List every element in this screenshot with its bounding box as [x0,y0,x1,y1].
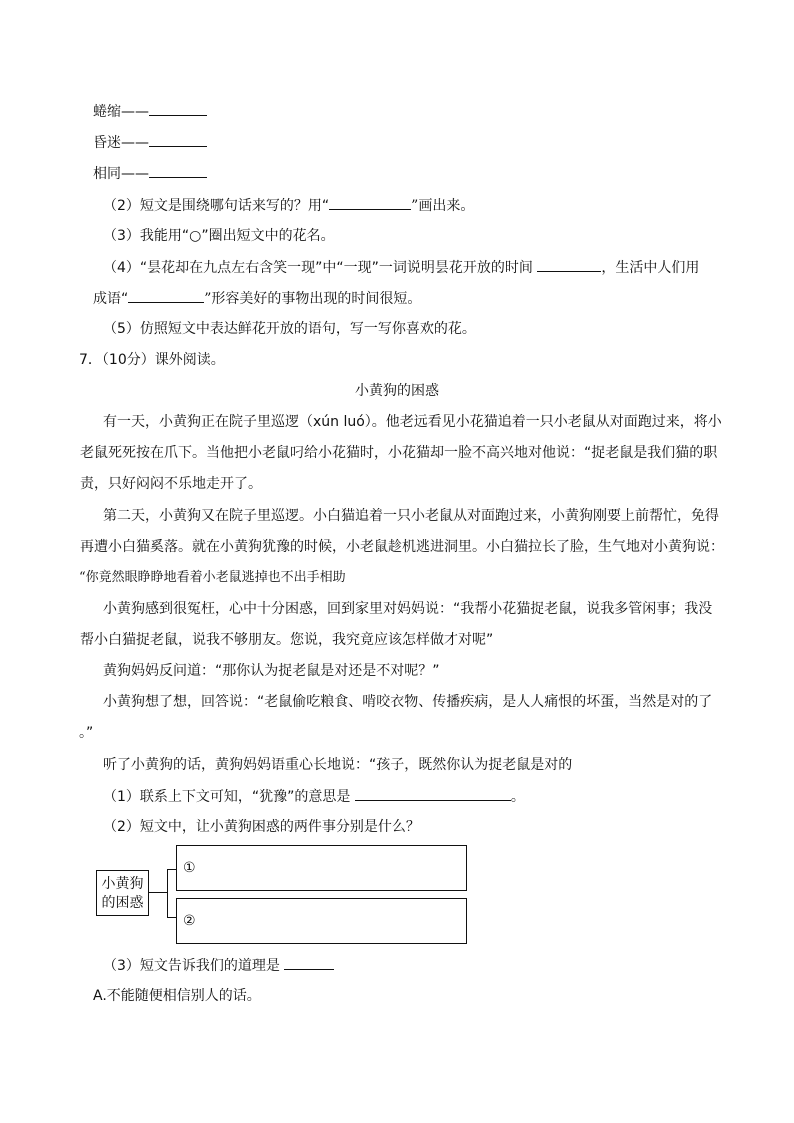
story-paragraph-5-line-1: 小黄狗想了想，回答说：“老鼠偷吃粮食、啃咬衣物、传播疾病，是人人痛恨的坏蛋，当然是对的了 [103,694,713,710]
answer-blank[interactable] [537,257,601,272]
question-text: ，生活中人们用 [601,260,700,276]
branch-marker: ② [183,913,196,929]
vocab-word: 相同—— [93,166,149,182]
q7-item-2: （2）短文中，让小黄狗困惑的两件事分别是什么？ [103,819,420,835]
q6-item-2 [103,195,474,216]
q7-heading: 7．（10分）课外阅读。 [79,352,225,368]
story-paragraph-3-line-2: 帮小白猫捉老鼠，说我不够朋友。您说，我究竟应该怎样做才对呢” [80,632,494,648]
question-text: （2）短文是围绕哪句话来写的？用“ [103,198,330,214]
q7-item-1 [103,786,525,807]
question-text: （3）短文告诉我们的道理是 [103,958,280,974]
story-paragraph-5-line-2: 。” [79,725,94,741]
vocab-word: 昏迷—— [93,135,149,151]
question-text: ”形容美好的事物出现的时间很短。 [204,291,422,307]
question-text: （4）“昙花却在九点左右含笑一现”中“一现”一词说明昙花开放的时间 [103,260,533,276]
question-text: 成语“ [93,291,129,307]
answer-blank[interactable] [149,132,207,147]
branch-marker: ① [183,860,196,876]
story-paragraph-1-line-2: 老鼠死死按在爪下。当他把小老鼠叼给小花猫时，小花猫却一脸不高兴地对他说：“捉老鼠是我们猫的职 [80,445,718,461]
diagram-connector [167,869,168,917]
story-paragraph-2-line-2: 再遭小白猫奚落。就在小黄狗犹豫的时候，小老鼠趁机逃进洞里。小白猫拉长了脸，生气地对小黄狗说： [80,539,724,555]
story-paragraph-2-line-1: 第二天，小黄狗又在院子里巡逻。小白猫追着一只小老鼠从对面跑过来，小黄狗刚要上前帮忙，免得 [103,508,719,524]
story-paragraph-2-line-3: “你竟然眼睁睁地看着小老鼠逃掉也不出手相助 [79,570,346,585]
q7-option-a[interactable]: A.不能随便相信别人的话。 [93,988,261,1004]
story-title: 小黄狗的困惑 [355,383,439,399]
question-text: （1）联系上下文可知，“犹豫”的意思是 [103,789,351,805]
vocab-word: 蜷缩—— [93,104,149,120]
diagram-root-label: 的困惑 [101,895,144,911]
q7-item-3 [103,955,334,976]
diagram-connector [149,892,168,893]
story-paragraph-3-line-1: 小黄狗感到很冤枉，心中十分困惑，回到家里对妈妈说：“我帮小花猫捉老鼠，说我多管闲事；我没 [103,601,713,617]
answer-blank[interactable] [149,101,207,116]
story-paragraph-1-line-3: 责，只好闷闷不乐地走开了。 [80,476,262,492]
q6-item-4b [93,288,421,309]
answer-blank[interactable] [329,195,411,210]
answer-blank[interactable] [284,955,334,970]
question-text: ”画出来。 [411,198,475,214]
answer-blank[interactable] [355,786,511,801]
diagram-branch-2-box[interactable] [176,898,467,944]
vocab-line-3 [93,163,207,184]
story-paragraph-6: 听了小黄狗的话，黄狗妈妈语重心长地说：“孩子，既然你认为捉老鼠是对的 [103,757,573,773]
story-paragraph-1-line-1: 有一天，小黄狗正在院子里巡逻（xún luó）。他老远看见小花猫追着一只小老鼠从对面跑过来，将小 [103,414,722,430]
question-text: 。 [510,789,525,805]
vocab-line-1 [93,101,207,122]
answer-blank[interactable] [149,163,207,178]
story-paragraph-4: 黄狗妈妈反问道：“那你认为捉老鼠是对还是不对呢？” [103,663,440,679]
q6-item-5: （5）仿照短文中表达鲜花开放的语句，写一写你喜欢的花。 [103,321,476,337]
diagram-branch-1-box[interactable] [176,845,467,891]
diagram-root-box [96,870,149,916]
vocab-line-2 [93,132,207,153]
answer-blank[interactable] [128,288,204,303]
q6-item-3: （3）我能用“○”圈出短文中的花名。 [103,228,335,244]
q6-item-4 [103,257,699,278]
diagram-root-label: 小黄狗 [101,876,144,892]
